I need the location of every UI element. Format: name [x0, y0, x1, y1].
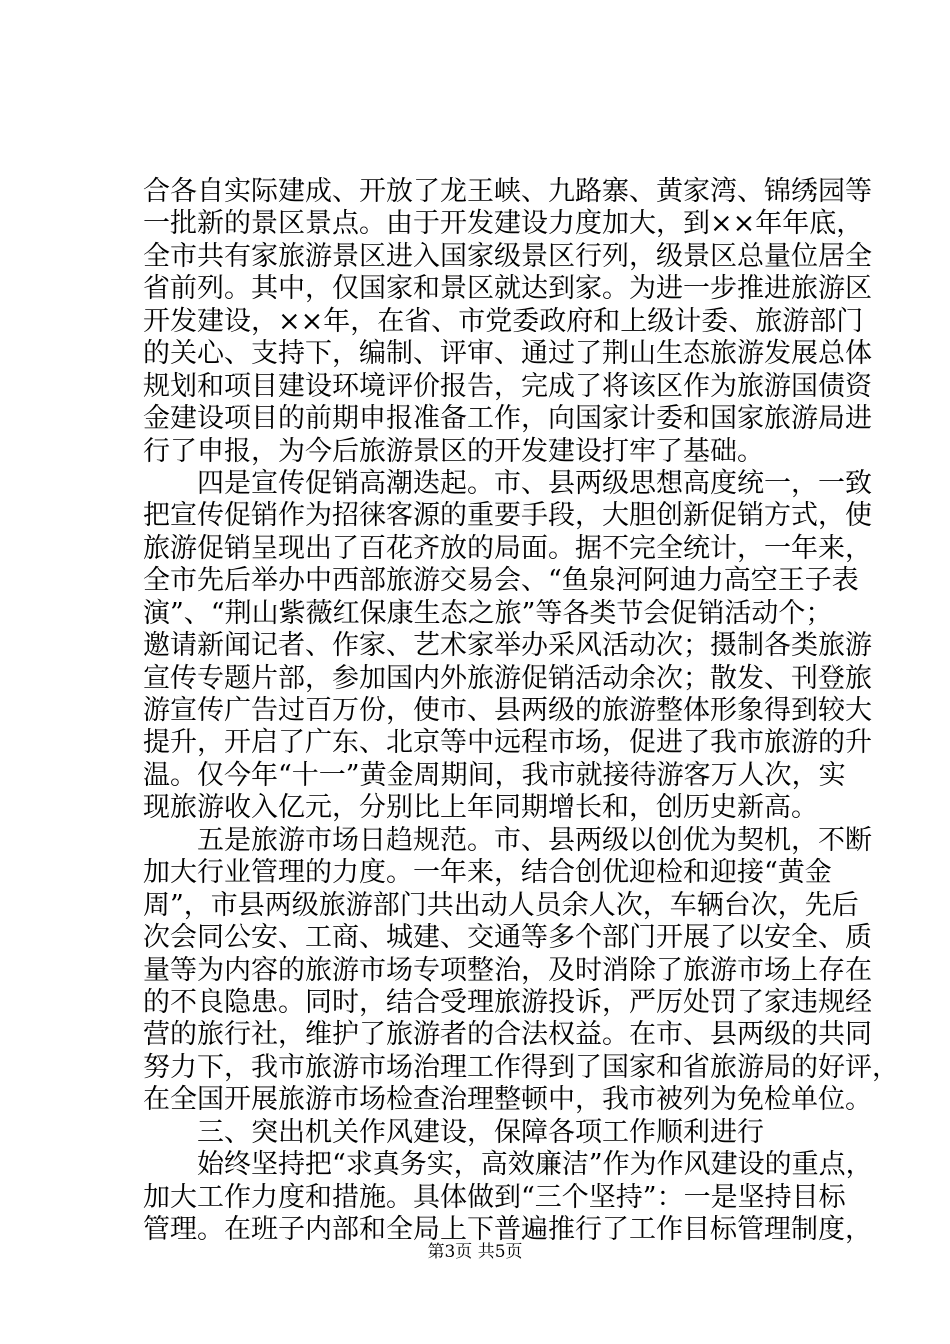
text-line: 游宣传广告过百万份，使市、县两级的旅游整体形象得到较大 [143, 695, 872, 726]
text-line: 管理。在班子内部和全局上下普遍推行了工作目标管理制度， [143, 1214, 872, 1245]
text-line: 提升，开启了广东、北京等中远程市场，促进了我市旅游的升 [143, 727, 872, 759]
text-line: 旅游促销呈现出了百花齐放的局面。据不完全统计，一年来， [143, 532, 872, 564]
text-line: 加大工作力度和措施。具体做到“三个坚持”：一是坚持目标 [143, 1181, 846, 1213]
paragraph-heading: 四是宣传促销高潮迭起。市、县两级思想高度统一，一致 [197, 467, 872, 499]
text-line: 一批新的景区景点。由于开发建设力度加大，到××年年底， [143, 208, 864, 240]
text-line: 加大行业管理的力度。一年来，结合创优迎检和迎接“黄金 [143, 857, 832, 889]
text-line: 全市先后举办中西部旅游交易会、“鱼泉河阿迪力高空王子表 [143, 565, 859, 597]
text-line: 合各自实际建成、开放了龙王峡、九路寨、黄家湾、锦绣园等 [143, 176, 872, 207]
text-line: 温。仅今年“十一”黄金周期间，我市就接待游客万人次，实 [143, 759, 846, 791]
text-line: 现旅游收入亿元，分别比上年同期增长和，创历史新高。 [143, 792, 818, 824]
text-line: 邀请新闻记者、作家、艺术家举办采风活动次；摄制各类旅游 [143, 630, 872, 662]
text-line: 金建设项目的前期申报准备工作，向国家计委和国家旅游局进 [143, 403, 872, 435]
text-line: 开发建设，××年，在省、市党委政府和上级计委、旅游部门 [143, 305, 864, 337]
page-footer: 第3页 共5页 [427, 1242, 523, 1262]
text-line: 周”，市县两级旅游部门共出动人员余人次，车辆台次，先后 [143, 889, 859, 921]
text-line: 省前列。其中，仅国家和景区就达到家。为进一步推进旅游区 [143, 273, 872, 305]
section-heading: 三、突出机关作风建设，保障各项工作顺利进行 [197, 1116, 764, 1148]
text-line: 在全国开展旅游市场检查治理整顿中，我市被列为免检单位。 [143, 1084, 872, 1116]
body-text [143, 176, 899, 1246]
text-line: 宣传专题片部，参加国内外旅游促销活动余次；散发、刊登旅 [143, 662, 872, 694]
text-line: 把宣传促销作为招徕客源的重要手段，大胆创新促销方式，使 [143, 500, 872, 532]
text-line: 努力下，我市旅游市场治理工作得到了国家和省旅游局的好评， [143, 1051, 899, 1083]
text-line: 营的旅行社，维护了旅游者的合法权益。在市、县两级的共同 [143, 1019, 872, 1051]
text-line: 规划和项目建设环境评价报告，完成了将该区作为旅游国债资 [143, 370, 872, 402]
text-line: 演”、“荆山紫薇红保康生态之旅”等各类节会促销活动个； [143, 597, 833, 629]
text-line: 的关心、支持下，编制、评审、通过了荆山生态旅游发展总体 [143, 338, 872, 370]
text-line: 量等为内容的旅游市场专项整治，及时消除了旅游市场上存在 [143, 954, 872, 986]
paragraph-heading: 五是旅游市场日趋规范。市、县两级以创优为契机，不断 [197, 824, 872, 856]
text-line: 全市共有家旅游景区进入国家级景区行列，级景区总量位居全 [143, 240, 872, 272]
text-line: 始终坚持把“求真务实，高效廉洁”作为作风建设的重点， [197, 1149, 873, 1181]
text-line: 的不良隐患。同时，结合受理旅游投诉，严厉处罚了家违规经 [143, 986, 872, 1018]
text-line: 次会同公安、工商、城建、交通等多个部门开展了以安全、质 [143, 922, 872, 954]
text-line: 行了申报，为今后旅游景区的开发建设打牢了基础。 [143, 435, 764, 467]
